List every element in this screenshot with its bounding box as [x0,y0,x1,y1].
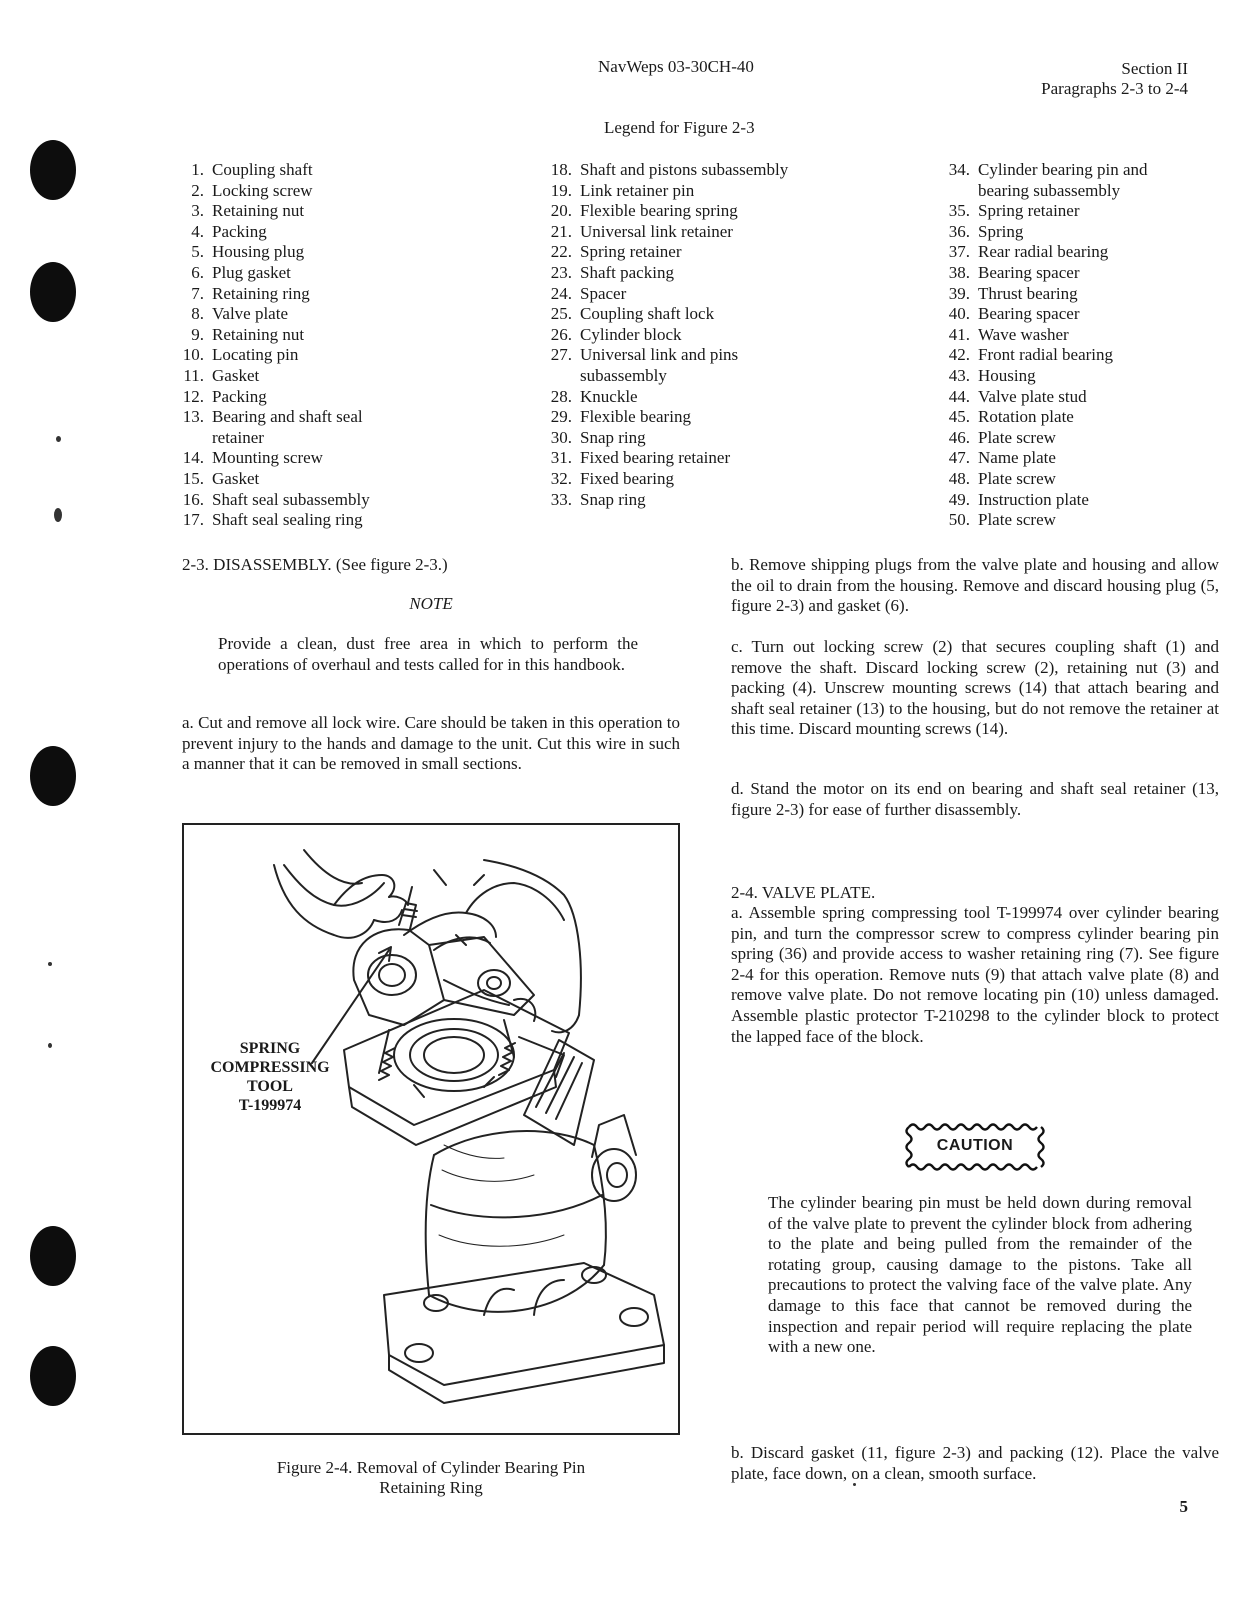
paragraphs-label: Paragraphs 2-3 to 2-4 [1041,79,1188,98]
legend-item [170,263,370,284]
legend-item-number: 35. [948,201,970,221]
legend-item-number: 4. [191,221,204,241]
legend-item-number: 49. [948,489,970,509]
legend-item-label: Name plate [978,448,1056,468]
callout-line: TOOL [247,1078,293,1095]
legend-item [922,490,1148,511]
legend-item-number: 40. [948,304,970,324]
page-number: 5 [1179,1497,1188,1516]
legend-item-number: 50. [948,510,970,530]
legend-item-number: 30. [550,427,572,447]
legend-item-label: Retaining nut [212,324,305,344]
legend-item-number: 13. [182,407,204,427]
legend-item-label: Spring retainer [978,201,1080,221]
binder-hole [30,1226,76,1286]
legend-item [922,181,1148,202]
legend-item [922,387,1148,408]
motor-illustration [184,825,678,1433]
legend-item [922,366,1148,387]
legend-item-label: Housing plug [212,242,305,262]
legend-item-number: 22. [550,242,572,262]
legend-item [524,201,788,222]
legend-item-number: 23. [550,262,572,282]
legend-item-label: Fixed bearing [580,468,674,488]
legend-item [170,181,370,202]
legend-item [170,469,370,490]
legend-item-label: Shaft packing [580,262,674,282]
binder-hole [30,1346,76,1406]
legend-item-number: 9. [191,324,204,344]
legend-item [922,407,1148,428]
document-number: NavWeps 03-30CH-40 [598,57,754,76]
legend-item [170,160,370,181]
legend-item-label: Plug gasket [212,262,291,282]
legend-item-label: Spring [978,221,1024,241]
legend-item-label: subassembly [580,365,667,385]
caution-box [903,1119,1047,1175]
figure-caption-line-1: Figure 2-4. Removal of Cylinder Bearing Pin [276,1458,586,1477]
legend-item-number: 19. [550,180,572,200]
legend-item-label: Thrust bearing [978,283,1078,303]
step-c-text: c. Turn out locking screw (2) that secures coupling shaft (1) and remove the shaft. Discard locking screw (2), retaining nut (3) and packing (4). Unscrew mounting screws (14) that attach bearing and shaft seal retainer (13) to the housing, but do not remove the retainer at this time. Discard mounting screws (14). [731,637,1219,739]
legend-item-label: Shaft seal sealing ring [212,510,363,530]
legend-item-number: 11. [183,365,204,385]
tool-callout [202,1039,338,1115]
legend-item [922,201,1148,222]
legend-item [524,448,788,469]
legend-item [922,510,1148,531]
legend-item-label: Spacer [580,283,627,303]
legend-item-number: 6. [191,262,204,282]
legend-item-number: 12. [182,386,204,406]
legend-item-number: 18. [550,160,572,179]
step-b-text: b. Remove shipping plugs from the valve plate and housing and allow the oil to drain from the housing. Remove and discard housing plug (5, figure 2-3) and gasket (6). [731,555,1219,616]
caution-label: CAUTION [936,1137,1014,1154]
speck [48,962,52,966]
legend-item [922,345,1148,366]
legend-item-label: Knuckle [580,386,638,406]
legend-item-label: Link retainer pin [580,180,695,200]
legend-item [922,263,1148,284]
legend-item [524,160,788,181]
legend-item-label: retainer [212,427,264,447]
legend-item-number: 7. [191,283,204,303]
legend-item-label: Universal link retainer [580,221,733,241]
legend-item-label: Coupling shaft [212,160,313,179]
callout-line: T-199974 [238,1097,302,1114]
legend-item-number: 39. [948,283,970,303]
legend-item-number: 1. [191,160,204,179]
legend-column-2 [524,160,788,510]
figure-2-4-frame [182,823,680,1435]
legend-item-label: Bearing and shaft seal [212,407,363,427]
legend-item [170,407,370,428]
legend-item-label: Front radial bearing [978,345,1114,365]
legend-item-label: bearing subassembly [978,180,1121,200]
legend-item-number: 21. [550,221,572,241]
legend-item-label: Flexible bearing [580,407,691,427]
legend-item [170,242,370,263]
legend-column-1 [170,160,370,531]
legend-item [922,448,1148,469]
legend-item [922,160,1148,181]
legend-item-number: 26. [550,324,572,344]
legend-item-label: Packing [212,221,267,241]
legend-item-number [922,181,970,202]
legend-item [922,304,1148,325]
legend-item-number: 5. [191,242,204,262]
legend-item [170,428,370,449]
legend-item [524,366,788,387]
legend-item-label: Rotation plate [978,407,1074,427]
legend-item-number: 14. [182,448,204,468]
legend-item [170,490,370,511]
legend-item-label: Retaining ring [212,283,310,303]
legend-item-label: Shaft and pistons subassembly [580,160,789,179]
legend-item [170,304,370,325]
legend-item [170,201,370,222]
legend-item-number: 31. [550,448,572,468]
note-title: NOTE [409,594,453,613]
legend-item-label: Spring retainer [580,242,682,262]
legend-item-number: 10. [182,345,204,365]
legend-item [524,428,788,449]
legend-item-number: 48. [948,468,970,488]
legend-item-number: 43. [948,365,970,385]
legend-item-label: Snap ring [580,489,646,509]
legend-item [170,284,370,305]
legend-item-label: Plate screw [978,427,1056,447]
legend-item [922,284,1148,305]
legend-item [524,181,788,202]
legend-item [524,304,788,325]
legend-item-label: Wave washer [978,324,1069,344]
speck [48,1043,52,1048]
legend-item-label: Valve plate [212,304,288,324]
legend-item-label: Plate screw [978,510,1056,530]
legend-item [922,469,1148,490]
legend-item [524,407,788,428]
legend-item-number: 20. [550,201,572,221]
legend-item-number: 44. [948,386,970,406]
legend-item-label: Mounting screw [212,448,323,468]
legend-item-number: 3. [191,201,204,221]
legend-item-label: Instruction plate [978,489,1089,509]
legend-item-label: Retaining nut [212,201,305,221]
legend-item-label: Rear radial bearing [978,242,1109,262]
legend-item-number: 36. [948,221,970,241]
legend-item [170,366,370,387]
legend-item [922,242,1148,263]
legend-item-label: Shaft seal subassembly [212,489,370,509]
legend-item-number: 28. [550,386,572,406]
legend-item-label: Housing [978,365,1036,385]
legend-item-number: 45. [948,407,970,427]
legend-item-number: 32. [550,468,572,488]
legend-item-number [524,366,572,387]
legend-item-label: Flexible bearing spring [580,201,738,221]
legend-item-number: 15. [182,468,204,488]
legend-item-number: 2. [191,180,204,200]
legend-item-number: 16. [182,489,204,509]
binder-hole [30,746,76,806]
speck [54,508,62,522]
step-d-text: d. Stand the motor on its end on bearing and shaft seal retainer (13, figure 2-3) for ease of further disassembly. [731,779,1219,819]
legend-item-label: Cylinder block [580,324,682,344]
legend-item-label: Coupling shaft lock [580,304,715,324]
legend-item [524,263,788,284]
legend-item-number: 46. [948,427,970,447]
legend-item-number: 24. [550,283,572,303]
legend-item-label: Snap ring [580,427,646,447]
legend-item [170,345,370,366]
legend-item [922,325,1148,346]
legend-item-label: Plate screw [978,468,1056,488]
legend-title: Legend for Figure 2-3 [604,118,755,137]
legend-item-label: Bearing spacer [978,262,1080,282]
legend-item-number: 41. [948,324,970,344]
section-heading-2-4: 2-4. VALVE PLATE. [731,883,876,902]
figure-caption-line-2: Retaining Ring [379,1478,483,1497]
legend-item [524,325,788,346]
legend-item [922,428,1148,449]
note-text: Provide a clean, dust free area in which to perform the operations of overhaul and tests called for in this handbook. [218,634,638,674]
legend-item [524,490,788,511]
caution-text: The cylinder bearing pin must be held down during removal of the valve plate to prevent the cylinder block from adhering to the plate and being pulled from the remainder of the rotating group, causing damage to the pistons. Take all precautions to protect the valving face of the valve plate. Any damage to this face that cannot be removed during the inspection and repair period will require replacing the plate with a new one. [768,1193,1192,1357]
legend-item [170,222,370,243]
section-label: Section II [1121,59,1188,78]
legend-item-label: Locating pin [212,345,299,365]
step-24a-text: a. Assemble spring compressing tool T-199974 over cylinder bearing pin, and turn the compressor screw to compress cylinder bearing pin spring (36) and provide access to washer retaining ring (7). See figure 2-4 for this operation. Remove nuts (9) that attach valve plate (8) and remove valve plate. Do not remove locating pin (10) unless damaged. Assemble plastic protector T-210298 to the cylinder block to protect the lapped face of the block. [731,903,1219,1046]
legend-item [524,469,788,490]
legend-item [922,222,1148,243]
legend-item [170,448,370,469]
legend-item-label: Bearing spacer [978,304,1080,324]
legend-item-label: Universal link and pins [580,345,739,365]
legend-item-label: Cylinder bearing pin and [978,160,1148,179]
legend-item-label: Valve plate stud [978,386,1087,406]
legend-item-number: 34. [948,160,970,179]
legend-item [524,222,788,243]
legend-item-label: Fixed bearing retainer [580,448,731,468]
legend-item-label: Locking screw [212,180,313,200]
legend-item-label: Gasket [212,468,260,488]
legend-item [524,345,788,366]
legend-item-number: 38. [948,262,970,282]
legend-item-number: 47. [948,448,970,468]
binder-hole [30,262,76,322]
legend-item [170,510,370,531]
legend-item-number: 8. [191,304,204,324]
speck [56,436,61,442]
legend-item [524,387,788,408]
legend-item-label: Packing [212,386,267,406]
legend-item-number [170,428,204,449]
legend-item-number: 25. [550,304,572,324]
legend-item-number: 37. [948,242,970,262]
legend-item [524,284,788,305]
legend-item-number: 29. [550,407,572,427]
step-24b-text: b. Discard gasket (11, figure 2-3) and packing (12). Place the valve plate, face down, on a clean, smooth surface. [731,1443,1219,1483]
legend-item [524,242,788,263]
legend-item-number: 17. [182,510,204,530]
callout-line: SPRING [239,1040,301,1057]
legend-item-number: 27. [550,345,572,365]
legend-item [170,325,370,346]
legend-item [170,387,370,408]
legend-column-3 [922,160,1148,531]
binder-hole [30,140,76,200]
step-a-text: a. Cut and remove all lock wire. Care should be taken in this operation to prevent injury to the hands and damage to the unit. Cut this wire in such a manner that it can be removed in small sections. [182,713,680,774]
callout-line: COMPRESSING [210,1059,330,1076]
legend-item-number: 42. [948,345,970,365]
legend-item-number: 33. [550,489,572,509]
section-heading-2-3: 2-3. DISASSEMBLY. (See figure 2-3.) [182,555,448,574]
legend-item-label: Gasket [212,365,260,385]
